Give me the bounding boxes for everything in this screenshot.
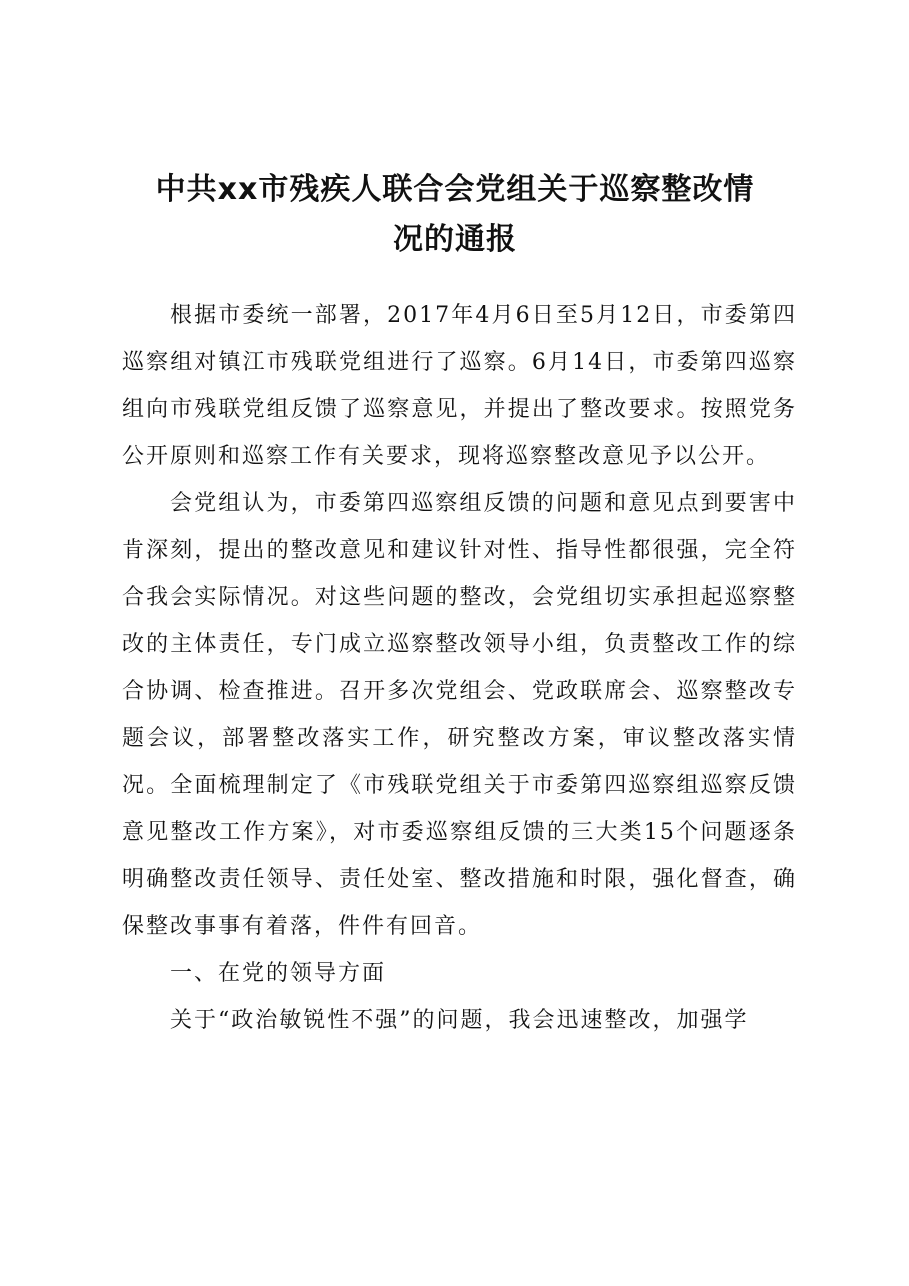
document-body [122, 292, 797, 1044]
document-title [120, 165, 790, 265]
title-line-1: 中共xx市残疾人联合会党组关于巡察整改情 [155, 172, 755, 207]
title-line-2: 况的通报 [393, 222, 517, 257]
paragraph-intro: 根据市委统一部署，2017年4月6日至5月12日，市委第四巡察组对镇江市残联党组进行了巡察。6月14日，市委第四巡察组向市残联党组反馈了巡察意见，并提出了整改要求。按照党务公开原则和巡察工作有关要求，现将巡察整改意见予以公开。 [122, 303, 797, 469]
section-heading-party-leadership: 一、在党的领导方面 [170, 961, 387, 986]
paragraph-political-sensitivity: 关于“政治敏锐性不强”的问题，我会迅速整改，加强学 [170, 1008, 749, 1033]
paragraph-party-group-view: 会党组认为，市委第四巡察组反馈的问题和意见点到要害中肯深刻，提出的整改意见和建议针对性、指导性都很强，完全符合我会实际情况。对这些问题的整改，会党组切实承担起巡察整改的主体责任，专门成立巡察整改领导小组，负责整改工作的综合协调、检查推进。召开多次党组会、党政联席会、巡察整改专题会议，部署整改落实工作，研究整改方案，审议整改落实情况。全面梳理制定了《市残联党组关于市委第四巡察组巡察反馈意见整改工作方案》，对市委巡察组反馈的三大类15个问题逐条明确整改责任领导、责任处室、整改措施和时限，强化督查，确保整改事事有着落，件件有回音。 [122, 491, 797, 939]
